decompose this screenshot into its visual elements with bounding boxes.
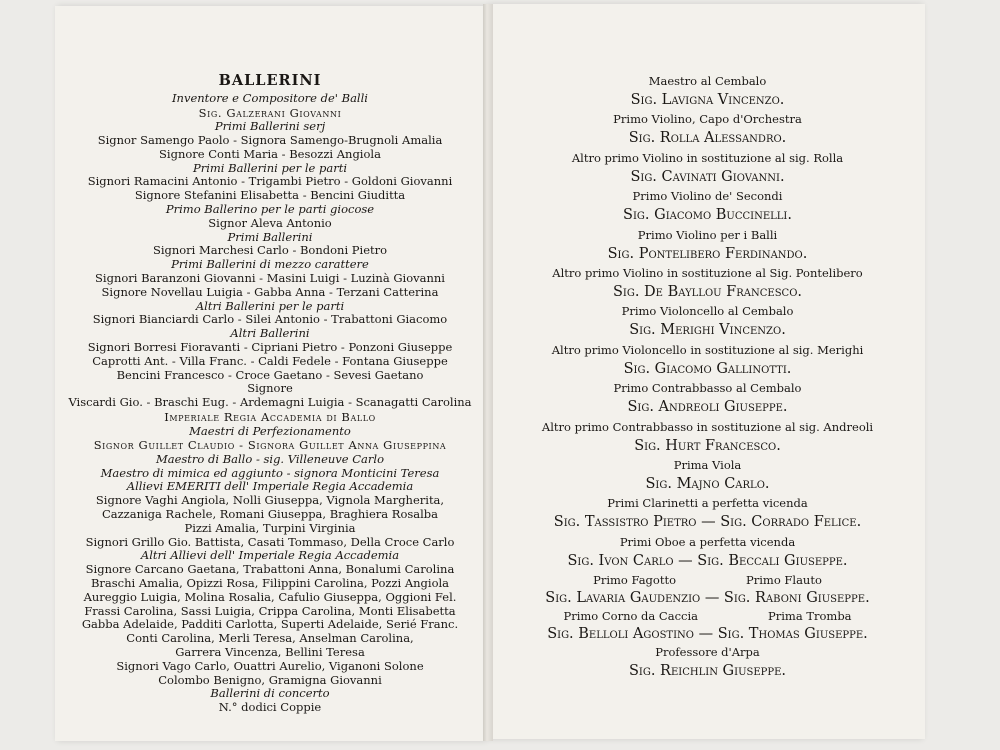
left-page-line: Maestri di Perfezionamento <box>189 423 351 438</box>
role-title: Primo Corno da Caccia <box>563 609 698 624</box>
section-heading-ballerini: BALLERINI <box>218 72 322 89</box>
right-page-line: Primo Violoncello al Cembalo <box>621 304 794 319</box>
left-page-line: Colombo Benigno, Gramigna Giovanni <box>158 672 382 687</box>
performer-name: Sig. Reichlin Giuseppe. <box>628 663 787 680</box>
role-title: Professore d'Arpa <box>655 645 760 660</box>
left-page-line: Signore Conti Maria - Besozzi Angiola <box>159 146 381 161</box>
left-page-line: Signori Baranzoni Giovanni - Masini Luigi - Luzinà Giovanni <box>95 271 445 286</box>
right-page-line: Primo Contrabbasso al Cembalo <box>613 381 802 396</box>
right-page-line: Sig. Hurt Francesco. <box>634 437 781 454</box>
left-page-line: Signore Stefanini Elisabetta - Bencini Giuditta <box>134 188 406 203</box>
book-gutter <box>483 4 493 741</box>
left-page-line: Maestro di mimica ed aggiunto - signora Monticini Teresa <box>100 465 440 480</box>
role-title: Primo Flauto <box>746 573 822 588</box>
left-page-line: Bencini Francesco - Croce Gaetano - Sevesi Gaetano <box>116 367 424 382</box>
performer-name: Sig. Lavaria Gaudenzio — Sig. Raboni Giuseppe. <box>545 590 870 607</box>
left-page-line: Signori Vago Carlo, Ouattri Aurelio, Viganoni Solone <box>116 658 424 673</box>
left-page-line: Signori Grillo Gio. Battista, Casati Tommaso, Della Croce Carlo <box>85 534 455 549</box>
right-page-line: Primo Violino, Capo d'Orchestra <box>613 112 802 127</box>
left-page-line: Imperiale Regia Accademia di Ballo <box>164 410 376 425</box>
fagotto-flauto-titles <box>500 571 915 589</box>
right-page-line: Sig. Rolla Alessandro. <box>628 130 787 147</box>
left-page-line: Altri Ballerini per le parti <box>195 298 345 313</box>
left-page-line: N.° dodici Coppie <box>218 700 322 715</box>
right-page-line: Sig. Pontelibero Ferdinando. <box>607 245 808 262</box>
right-page-line: Altro primo Violino in sostituzione al Sig. Pontelibero <box>552 265 863 280</box>
left-page-line: Signori Ramacini Antonio - Trigambi Pietro - Goldoni Giovanni <box>87 174 453 189</box>
corno-tromba-titles <box>500 607 915 625</box>
orchestra-list <box>500 72 915 571</box>
right-page-line: Primi Oboe a perfetta vicenda <box>619 534 796 549</box>
left-page-line: Viscardi Gio. - Braschi Eug. - Ardemagni Luigia - Scanagatti Carolina <box>68 395 472 410</box>
left-page-line: Signori Borresi Fioravanti - Cipriani Pietro - Ponzoni Giuseppe <box>87 340 453 355</box>
right-page-line: Altro primo Violino in sostituzione al sig. Rolla <box>571 150 844 165</box>
left-page-line: Garrera Vincenza, Bellini Teresa <box>175 644 365 659</box>
right-page-line: Sig. Cavinati Giovanni. <box>630 168 785 185</box>
left-page-line: Primi Ballerini per le parti <box>192 160 347 175</box>
right-page-line: Sig. Ivon Carlo — Sig. Beccali Giuseppe. <box>567 552 848 569</box>
left-page-line: Maestro di Ballo - sig. Villeneuve Carlo <box>155 451 385 466</box>
left-page-line: Signor Samengo Paolo - Signora Samengo-Brugnoli Amalia <box>97 133 443 148</box>
left-page-line: Altri Ballerini <box>230 326 310 341</box>
right-page-line: Altro primo Contrabbasso in sostituzione al sig. Andreoli <box>541 419 874 434</box>
right-page-line: Sig. Merighi Vincenzo. <box>629 322 786 339</box>
right-page-line: Primo Violino de' Secondi <box>632 189 783 204</box>
left-page-line: Primi Ballerini di mezzo carattere <box>171 257 369 272</box>
right-page-line: Sig. Andreoli Giuseppe. <box>627 399 788 416</box>
left-page-line: Caprotti Ant. - Villa Franc. - Caldi Fedele - Fontana Giuseppe <box>92 353 448 368</box>
left-page-line: Altri Allievi dell' Imperiale Regia Accademia <box>140 548 400 563</box>
left-page-line: Gabba Adelaide, Padditi Carlotta, Superti Adelaide, Serié Franc. <box>81 617 459 632</box>
left-page-line: Primi Ballerini <box>227 229 313 244</box>
right-page-line: Primi Clarinetti a perfetta vicenda <box>607 496 808 511</box>
left-page-line: Allievi EMERITI dell' Imperiale Regia Accademia <box>126 479 414 494</box>
right-page-line: Primo Violino per i Balli <box>637 227 778 242</box>
right-page-line: Sig. De Bayllou Francesco. <box>612 283 803 300</box>
left-page-line: Signore Vaghi Angiola, Nolli Giuseppa, Vignola Margherita, <box>95 493 445 508</box>
left-page-line: Pizzi Amalia, Turpini Virginia <box>184 520 356 535</box>
left-page-text <box>60 70 480 715</box>
right-page-line: Sig. Tassistro Pietro — Sig. Corrado Felice. <box>553 514 862 531</box>
left-page-line: Signori Marchesi Carlo - Bondoni Pietro <box>152 243 388 258</box>
role-title: Prima Tromba <box>768 609 852 624</box>
right-page-line: Sig. Lavigna Vincenzo. <box>630 92 785 108</box>
role-title: Primo Fagotto <box>593 573 677 588</box>
left-page-line: Signor Aleva Antonio <box>208 215 332 230</box>
left-page-line: Signor Guillet Claudio - Signora Guillet Anna Giuseppina <box>93 438 447 453</box>
left-page-line: Primi Ballerini serj <box>214 119 326 134</box>
performer-name: Sig. Belloli Agostino — Sig. Thomas Giuseppe. <box>547 626 868 643</box>
right-page-line: Prima Viola <box>673 457 742 472</box>
right-page-line: Sig. Giacomo Gallinotti. <box>623 360 792 377</box>
right-page-text <box>500 72 915 681</box>
left-page-line: Signore Carcano Gaetana, Trabattoni Anna, Bonalumi Carolina <box>85 562 455 577</box>
right-page-line: Maestro al Cembalo <box>648 74 767 88</box>
ballerini-list <box>60 92 480 715</box>
left-page-line: Signore <box>247 381 293 396</box>
left-page-line: Signore Novellau Luigia - Gabba Anna - Terzani Catterina <box>101 284 439 299</box>
left-page-line: Inventore e Compositore de' Balli <box>172 91 368 105</box>
left-page-line: Cazzaniga Rachele, Romani Giuseppa, Braghiera Rosalba <box>101 507 439 522</box>
right-page-line: Sig. Majno Carlo. <box>645 475 770 492</box>
right-page-line: Sig. Giacomo Buccinelli. <box>623 207 792 224</box>
left-page-line: Frassi Carolina, Sassi Luigia, Crippa Carolina, Monti Elisabetta <box>84 603 456 618</box>
right-page-line: Altro primo Violoncello in sostituzione al sig. Merighi <box>551 342 864 357</box>
left-page-line: Signori Bianciardi Carlo - Silei Antonio - Trabattoni Giacomo <box>92 312 448 327</box>
left-page-line: Conti Carolina, Merli Teresa, Anselman Carolina, <box>126 631 414 646</box>
left-page-line: Sig. Galzerani Giovanni <box>198 105 342 120</box>
left-page-line: Primo Ballerino per le parti giocose <box>165 202 375 217</box>
left-page-line: Ballerini di concerto <box>210 686 330 701</box>
left-page-line: Aureggio Luigia, Molina Rosalia, Cafulio Giuseppa, Oggioni Fel. <box>83 589 457 604</box>
left-page-line: Braschi Amalia, Opizzi Rosa, Filippini Carolina, Pozzi Angiola <box>90 576 450 590</box>
